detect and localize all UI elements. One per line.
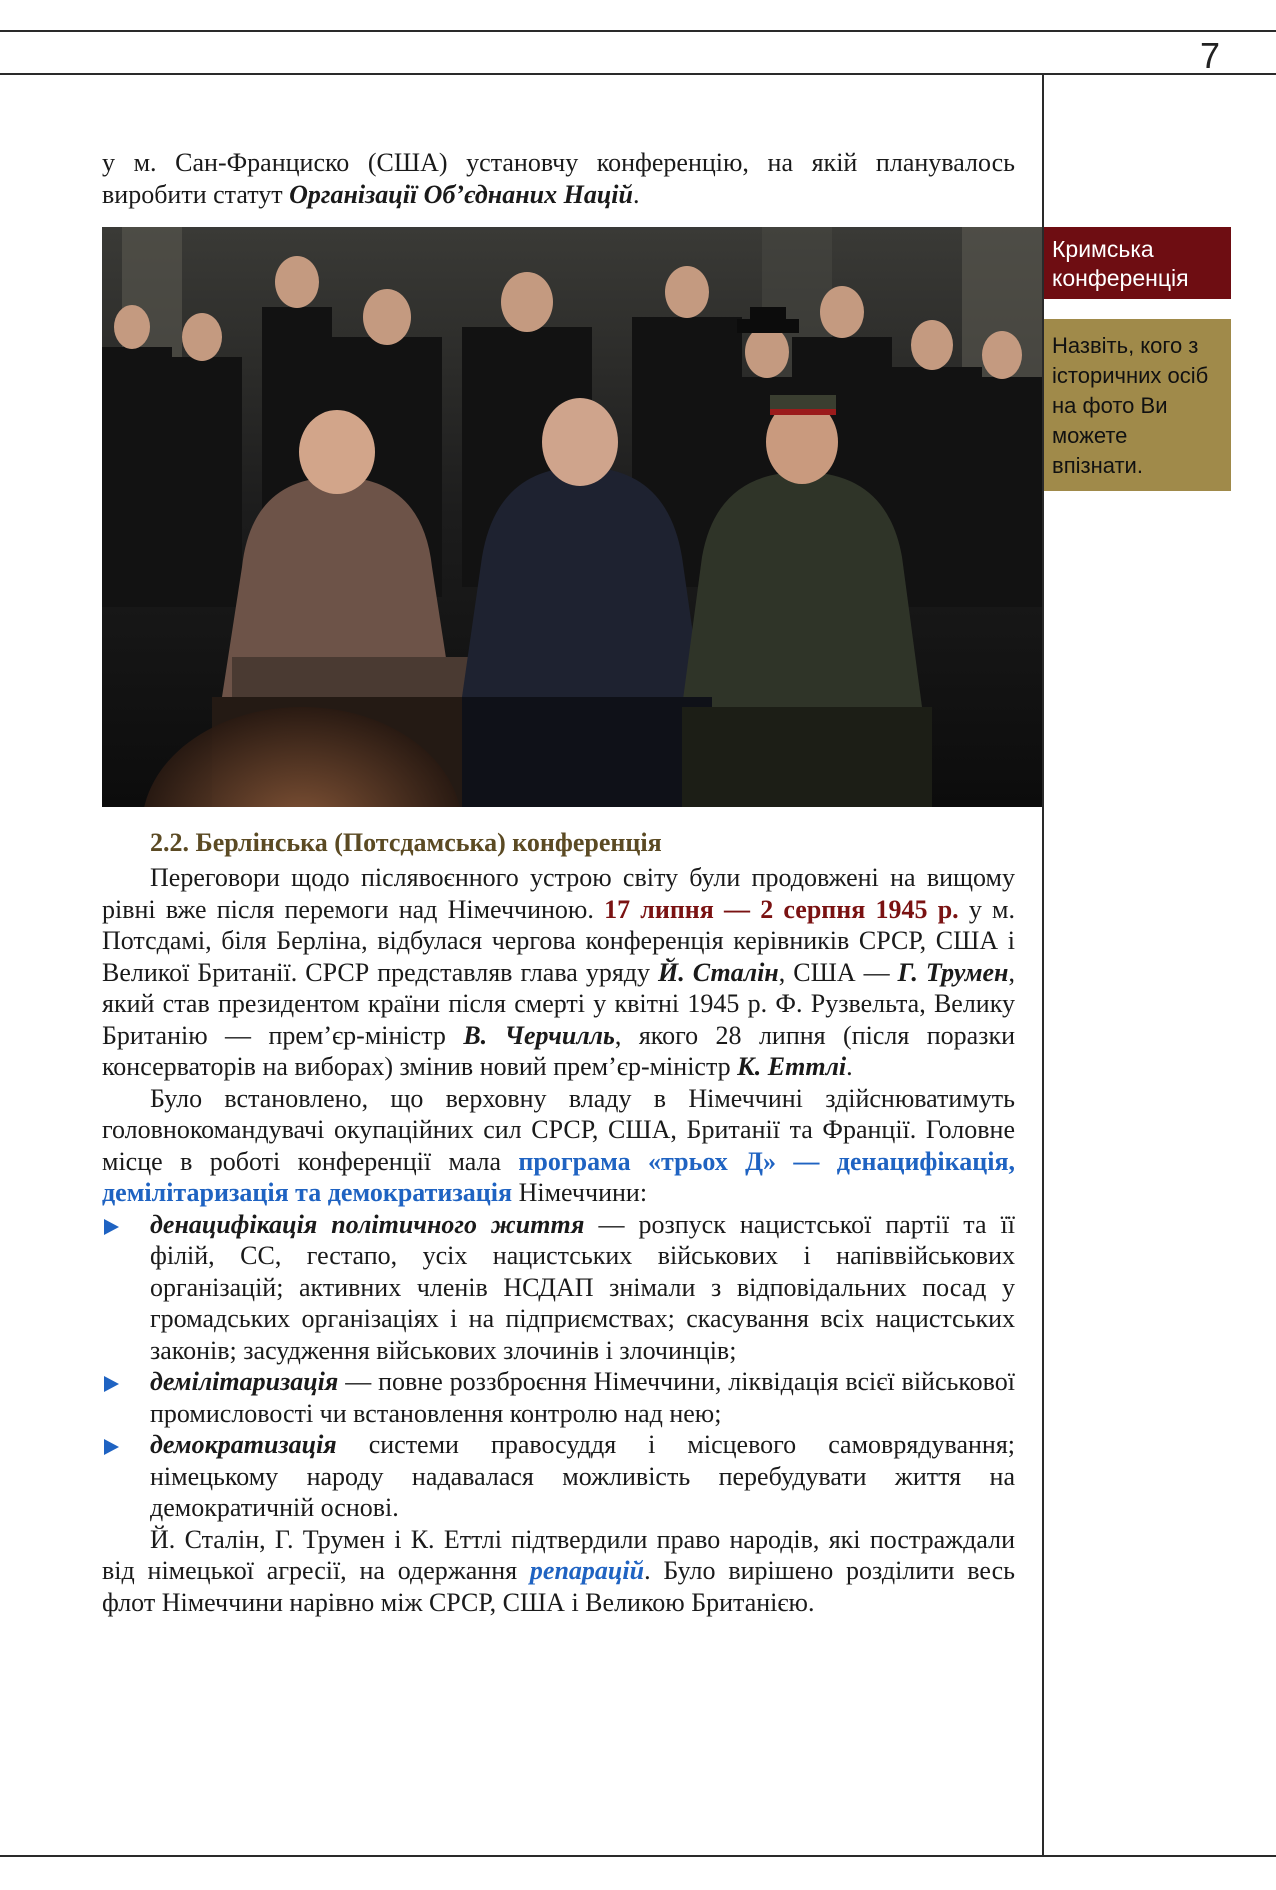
program-list bbox=[102, 1209, 1015, 1524]
list-item: демілітаризація — повне роззброєння Німеччини, ліквідація всієї військової промисловості чи встановлення контролю над нею; bbox=[102, 1366, 1015, 1429]
conference-date: 17 липня — 2 серпня 1945 р. bbox=[604, 894, 959, 924]
section-heading: 2.2. Берлінська (Потсдамська) конференція bbox=[150, 828, 662, 857]
triangle-bullet-icon bbox=[104, 1219, 119, 1235]
intro-block bbox=[102, 147, 1015, 210]
intro-paragraph: у м. Сан-Франциско (США) установчу конференцію, на якій планувалось виробити статут Організації Об’єднаних Націй. bbox=[102, 148, 1015, 209]
paragraph-reparations: Й. Сталін, Г. Трумен і К. Еттлі підтвердили право народів, які постраждали від німецької агресії, на одержання репарацій. Було вирішено розділити весь флот Німеччини нарівно між СРСР, США і Великою Британією. bbox=[102, 1524, 1015, 1617]
list-item: демократизація системи правосуддя і місцевого самоврядування; німецькому народу надавалася можливість перебудувати життя на демократичній основі. bbox=[102, 1429, 1015, 1524]
triangle-bullet-icon bbox=[104, 1439, 119, 1455]
list-item: денацифікація політичного життя — розпуск нацистської партії та її філій, СС, гестапо, усіх нацистських військових і напіввійськових організацій; активних членів НСДАП знімали з відповідальних посад у громадських організаціях і на підприємствах; скасування всіх нацистських законів; засудження військових злочинів і злочинців; bbox=[102, 1209, 1015, 1367]
name-attlee: К. Еттлі bbox=[737, 1052, 847, 1081]
sidebar-question-box: Назвіть, кого з історичних осіб на фото Ви можете впізнати. bbox=[1044, 319, 1231, 491]
name-churchill: В. Черчилль bbox=[463, 1020, 615, 1050]
paragraph-program: Було встановлено, що верховну владу в Німеччині здійснюватимуть головнокомандувачі окупаційних сил СРСР, США, Британії та Франції. Головне місце в роботі конференції мала програма «трьох Д» — денацифікація, демілітаризація та демократизація Німеччини: bbox=[102, 1083, 1016, 1207]
section-body bbox=[102, 826, 1015, 1618]
three-d-program: програма «трьох Д» — денацифікація, демілітаризація та демократизація bbox=[102, 1146, 1016, 1207]
footer-rule bbox=[0, 1855, 1276, 1857]
page-number: 7 bbox=[1199, 35, 1221, 76]
name-stalin: Й. Сталін bbox=[658, 957, 779, 987]
un-term: Організації Об’єднаних Націй bbox=[289, 179, 633, 209]
yalta-conference-photo bbox=[102, 227, 1042, 807]
name-truman: Г. Трумен bbox=[897, 957, 1009, 987]
header-rule-bottom bbox=[0, 73, 1276, 75]
triangle-bullet-icon bbox=[104, 1376, 119, 1392]
reparations-term: репарацій bbox=[529, 1556, 645, 1585]
paragraph-potsdam: Переговори щодо післявоєнного устрою світу були продовжені на вищому рівні вже після перемоги над Німеччиною. 17 липня — 2 серпня 1945 р. у м. Потсдамі, біля Берліна, відбулася чергова конференція керівників СРСР, США і Великої Британії. СРСР представляв глава уряду Й. Сталін, США — Г. Трумен, який став президентом країни після смерті у квітні 1945 р. Ф. Рузвельта, Велику Британію — прем’єр-міністр В. Черчилль, якого 28 липня (після поразки консерваторів на виборах) змінив новий прем’єр-міністр К. Еттлі. bbox=[102, 863, 1016, 1081]
photo-illustration bbox=[102, 227, 1042, 807]
header-rule-top bbox=[0, 30, 1276, 32]
sidebar-title-box: Кримська конференція bbox=[1044, 227, 1231, 299]
